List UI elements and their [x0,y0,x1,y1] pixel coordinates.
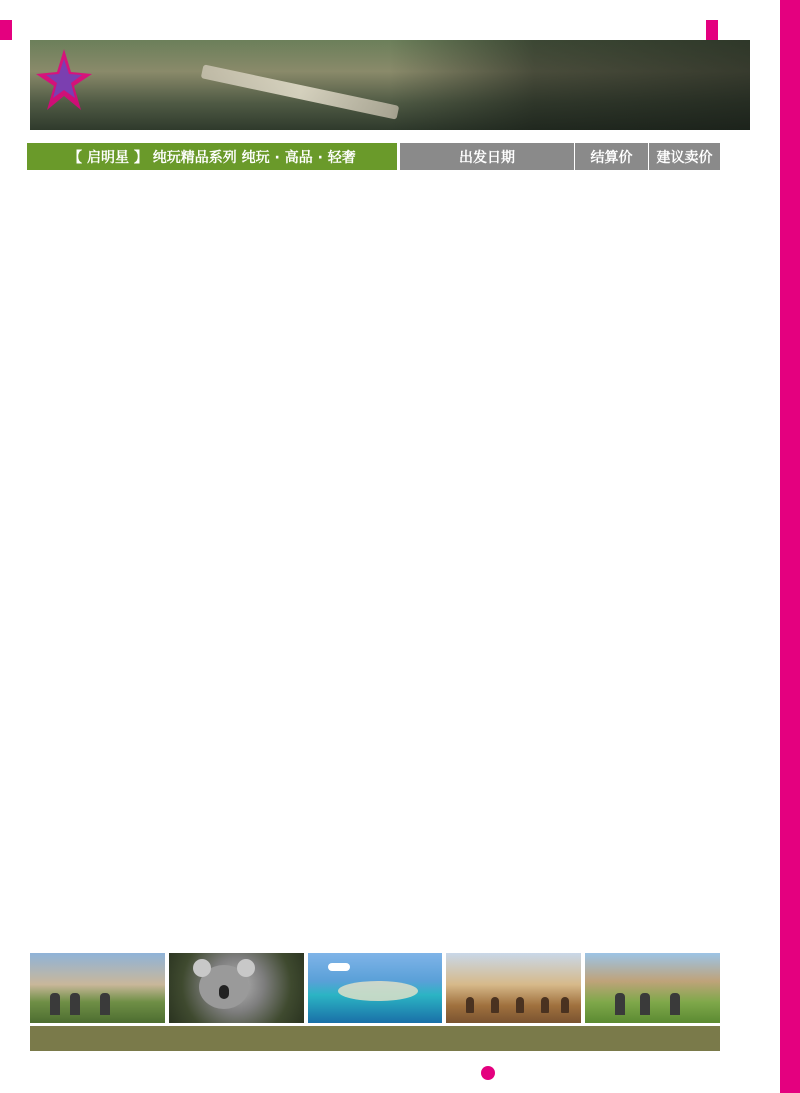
column-header-suggested: 建议卖价 [649,143,720,170]
brand-logo [34,44,224,114]
column-header-date: 出发日期 [400,143,574,170]
photo-strip [30,953,720,1023]
photo-koala [169,953,304,1023]
page-footer [475,1066,513,1080]
section-title: 【 启明星 】 纯玩精品系列 纯玩 · 高品 · 轻奢 [27,143,397,170]
edition-circle-icon [481,1066,495,1080]
photo-students-lawn [585,953,720,1023]
magenta-edge-bar [780,0,800,1093]
agency-footer-bar [30,1026,720,1051]
photo-kangaroos [446,953,581,1023]
ad-label-right [706,20,718,40]
section-header [27,143,720,170]
section-premium-series [27,143,720,170]
star-logo-icon [34,44,94,114]
column-header-price: 结算价 [575,143,648,170]
ad-label-left [0,20,12,40]
photo-university-campus [30,953,165,1023]
photo-reef-helicopter [308,953,443,1023]
